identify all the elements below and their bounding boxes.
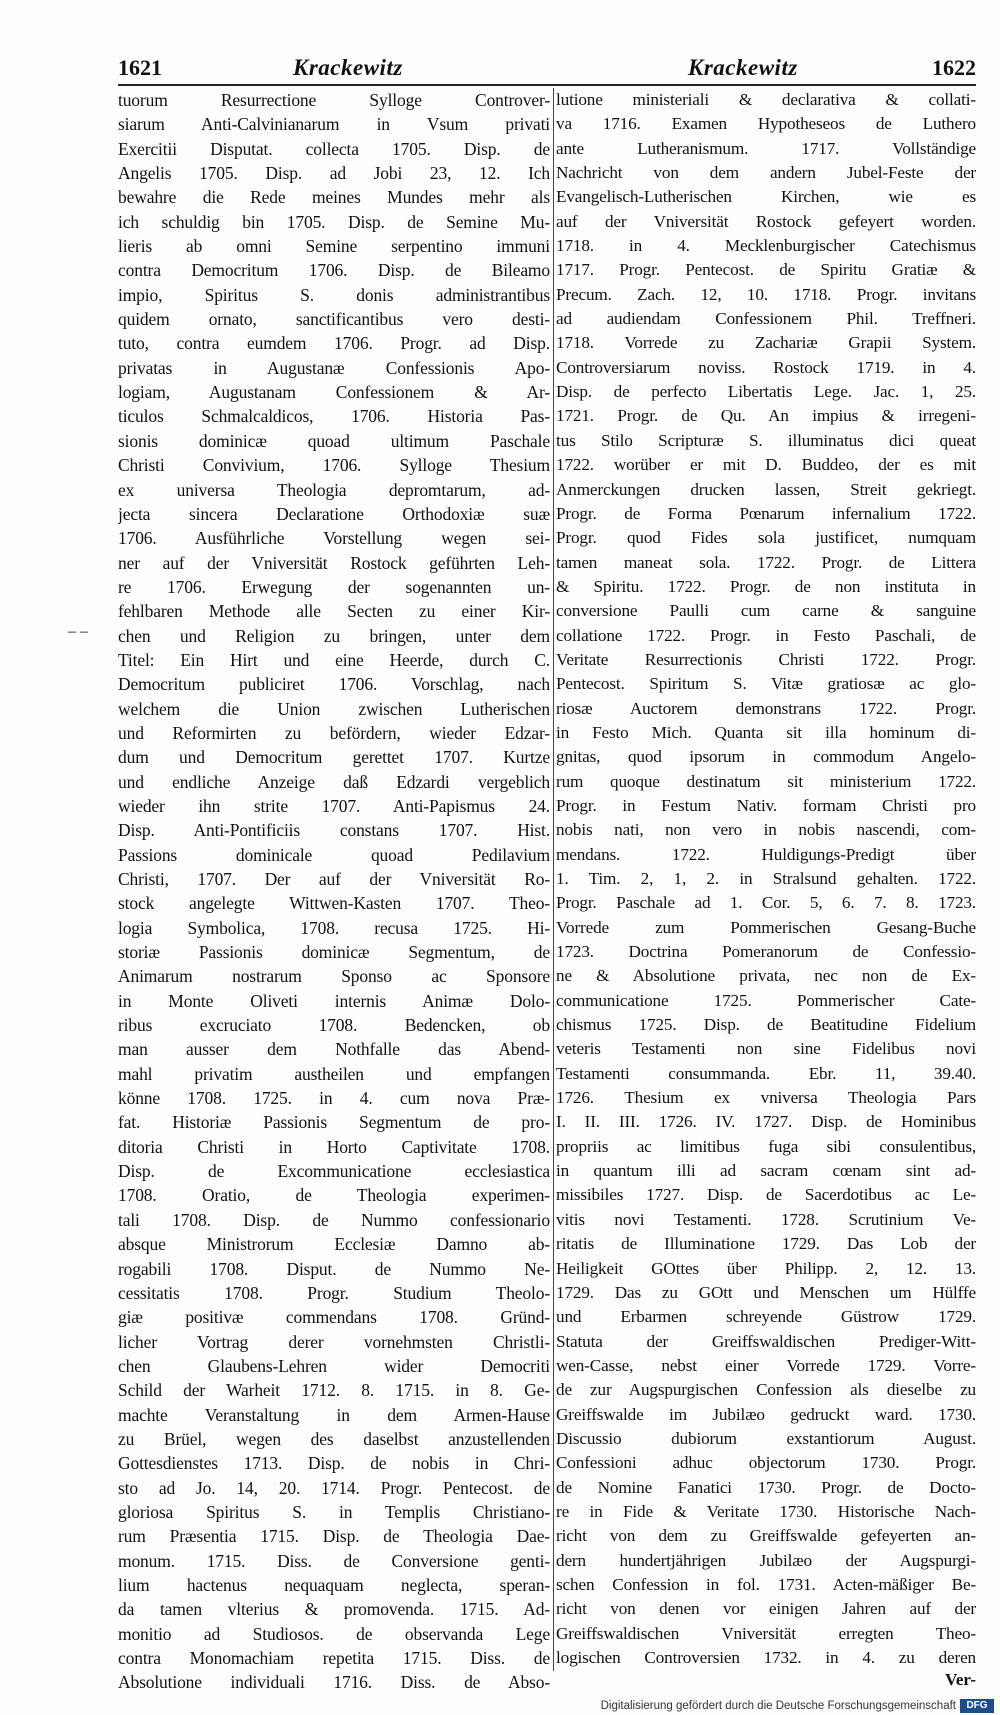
text-line: ticulos Schmalcaldicos, 1706. Historia Pas- (118, 406, 550, 427)
text-line: Disp. Anti-Pontificiis constans 1707. Hist. (118, 820, 550, 841)
text-line: Disp. de perfecto Libertatis Lege. Jac. 1, 25. (556, 382, 976, 402)
text-line: contra Monomachiam repetita 1715. Diss. de (118, 1648, 550, 1668)
text-line: collatione 1722. Progr. in Festo Paschali, de (556, 625, 976, 645)
footer-credit: Digitalisierung gefördert durch die Deutsche Forschungsgemeinschaft (600, 1700, 956, 1712)
text-line: in Festo Mich. Quanta sit illa hominum di- (556, 722, 976, 742)
running-header (118, 54, 976, 82)
text-line: conversione Paulli cum carne & sanguine (556, 601, 976, 621)
text-line: contra Democritum 1706. Disp. de Bileamo (118, 260, 550, 281)
text-line: Passions dominicale quoad Pedilavium (118, 844, 550, 865)
text-line: gloriosa Spiritus S. in Templis Christiano- (118, 1501, 550, 1522)
text-line: veteris Testamenti non sine Fidelibus novi (556, 1039, 976, 1059)
text-line: zu Brüel, wegen des daselbst anzustellenden (118, 1428, 550, 1449)
text-line: Testamenti consummanda. Ebr. 11, 39.40. (556, 1063, 976, 1083)
text-line: und Erbarmen schreyende Güstrow 1729. (556, 1307, 976, 1327)
text-line: Progr. Paschale ad 1. Cor. 5, 6. 7. 8. 1723. (556, 893, 976, 913)
text-line: Absolutione individuali 1716. Diss. de Abso- (118, 1672, 550, 1693)
text-line: Disp. de Excommunicatione ecclesiastica (118, 1161, 550, 1182)
text-line: & Spiritu. 1722. Progr. de non instituta in (556, 576, 976, 596)
text-line: rum quoque destinatum sit ministerium 1722. (556, 771, 976, 791)
text-line: logia Symbolica, 1708. recusa 1725. Hi- (118, 917, 550, 938)
text-line: machte Veranstaltung in dem Armen-Hause (118, 1404, 550, 1425)
text-line: 1723. Doctrina Pomeranorum de Confessio- (556, 942, 976, 962)
text-line: sionis dominicæ quoad ultimum Paschale (118, 430, 550, 451)
text-line: 1722. worüber er mit D. Buddeo, der es mit (556, 455, 976, 475)
left-column-number: 1621 (118, 55, 162, 80)
text-line: rum Præsentia 1715. Disp. de Theologia Dae- (118, 1526, 550, 1547)
text-line: Evangelisch-Lutherischen Kirchen, wie es (556, 187, 976, 207)
text-line: va 1716. Examen Hypotheseos de Luthero (556, 114, 976, 134)
text-line: ich schuldig bin 1705. Disp. de Semine Mu- (118, 211, 550, 232)
text-line: Anmerckungen drucken lassen, Streit gekriegt. (556, 479, 976, 499)
text-line: und endliche Anzeige daß Edzardi vergeblich (118, 771, 550, 792)
text-line: rogabili 1708. Disput. de Nummo Ne- (118, 1258, 550, 1279)
text-line: riosæ Auctorem demonstrans 1722. Progr. (556, 698, 976, 718)
text-line: monum. 1715. Diss. de Conversione genti- (118, 1550, 550, 1571)
text-line: Gottesdienstes 1713. Disp. de nobis in Chri- (118, 1453, 550, 1474)
text-line: ex universa Theologia depromtarum, ad- (118, 479, 550, 500)
text-line: Angelis 1705. Disp. ad Jobi 23, 12. Ich (118, 163, 550, 184)
left-running-title: Krackewitz (293, 55, 403, 80)
text-line: logischen Controversien 1732. in 4. zu deren (556, 1648, 976, 1667)
text-line: und Reformirten zu befördern, wieder Edzar- (118, 722, 550, 743)
text-line: wieder ihn strite 1707. Anti-Papismus 24. (118, 795, 550, 816)
text-line: cessitatis 1708. Progr. Studium Theolo- (118, 1282, 550, 1303)
text-line: mahl privatim austheilen und empfangen (118, 1063, 550, 1084)
text-line: Christi Convivium, 1706. Sylloge Thesium (118, 455, 550, 476)
text-line: Progr. in Festum Nativ. formam Christi pro (556, 795, 976, 815)
text-line: in Monte Oliveti internis Animæ Dolo- (118, 990, 550, 1011)
text-line: Titel: Ein Hirt und eine Heerde, durch C. (118, 649, 550, 670)
text-line: 1717. Progr. Pentecost. de Spiritu Gratiæ & (556, 260, 976, 280)
dfg-logo: DFG (960, 1699, 994, 1713)
text-line: communicatione 1725. Pommerischer Cate- (556, 990, 976, 1010)
column-divider (553, 88, 554, 1671)
text-line: wen-Casse, nebst einer Vorrede 1729. Vorre- (556, 1355, 976, 1375)
text-line: in quantum illi ad sacram cœnam sint ad- (556, 1161, 976, 1181)
text-line: dum und Democritum gerettet 1707. Kurtze (118, 747, 550, 768)
text-line: ribus excruciato 1708. Bedencken, ob (118, 1015, 550, 1036)
text-line: ante Lutheranismum. 1717. Vollständige (556, 138, 976, 158)
text-line: Greiffswaldischen Vniversität erregten Theo- (556, 1623, 976, 1643)
text-line: schen Confession in fol. 1731. Acten-mäßiger Be- (556, 1574, 976, 1594)
text-line: lieris ab omni Semine serpentino immuni (118, 236, 550, 257)
text-line: propriis ac limitibus fuga sibi consulentibus, (556, 1136, 976, 1156)
text-line: tali 1708. Disp. de Nummo confessionario (118, 1209, 550, 1230)
text-line: absque Ministrorum Ecclesiæ Damno ab- (118, 1234, 550, 1255)
text-line: richt von dem zu Greiffswalde gefeyerten an- (556, 1526, 976, 1546)
right-running-title: Krackewitz (688, 55, 798, 80)
text-line: bewahre die Rede meines Mundes mehr als (118, 187, 550, 208)
text-line: Greiffswalde im Jubilæo gedruckt ward. 1730. (556, 1404, 976, 1424)
text-line: Discussio dubiorum exstantiorum August. (556, 1428, 976, 1448)
text-line: Exercitii Disputat. collecta 1705. Disp. de (118, 138, 550, 159)
text-line: dern hundertjährigen Jubilæo der Augspurgi- (556, 1550, 976, 1570)
text-line: privatas in Augustanæ Confessionis Apo- (118, 357, 550, 378)
text-line: ad audiendam Confessionem Phil. Treffneri. (556, 309, 976, 329)
text-line: fehlbaren Methode alle Secten zu einer Kir- (118, 601, 550, 622)
text-line: Pentecost. Spiritum S. Vitæ gratiosæ ac glo- (556, 674, 976, 694)
text-line: chen und Religion zu bringen, unter dem (118, 625, 550, 646)
text-line: Christi, 1707. Der auf der Vniversität Ro- (118, 869, 550, 889)
text-line: siarum Anti-Calvinianarum in Vsum privati (118, 114, 550, 135)
text-line: monitio ad Studiosos. de observanda Lege (118, 1623, 550, 1644)
text-line: de zur Augspurgischen Confession als dieselbe zu (556, 1380, 976, 1400)
text-line: man ausser dem Nothfalle das Abend- (118, 1039, 550, 1060)
text-line: Statuta der Greiffswaldischen Prediger-Witt- (556, 1331, 976, 1351)
text-line: ne & Absolutione privata, nec non de Ex- (556, 966, 976, 986)
text-line: nobis nati, non vero in nobis nascendi, com- (556, 820, 976, 840)
text-line: tuorum Resurrectione Sylloge Controver- (118, 90, 550, 110)
text-line: Animarum nostrarum Sponso ac Sponsore (118, 966, 550, 987)
text-line: tus Stilo Scripturæ S. illuminatus dici queat (556, 430, 976, 450)
text-line: Progr. de Forma Pœnarum infernalium 1722. (556, 503, 976, 523)
text-line: sto ad Jo. 14, 20. 1714. Progr. Pentecost. de (118, 1477, 550, 1498)
text-line: Controversiarum noviss. Rostock 1719. in 4. (556, 357, 976, 377)
text-line: 1708. Oratio, de Theologia experimen- (118, 1185, 550, 1206)
text-line: da tamen vlterius & promovenda. 1715. Ad- (118, 1599, 550, 1620)
text-line: storiæ Passionis dominicæ Segmentum, de (118, 942, 550, 963)
text-line: Veritate Resurrectionis Christi 1722. Progr. (556, 649, 976, 669)
right-column-number: 1622 (932, 55, 976, 80)
text-line: logiam, Augustanam Confessionem & Ar- (118, 382, 550, 403)
text-line: richt von denen vor einigen Jahren auf der (556, 1599, 976, 1619)
text-line: stock angelegte Wittwen-Kasten 1707. Theo- (118, 893, 550, 914)
text-line: giæ positivæ commendans 1708. Gründ- (118, 1307, 550, 1328)
text-line: gnitas, quod ipsorum in commodum Angelo- (556, 747, 976, 767)
text-line: chismus 1725. Disp. de Beatitudine Fidelium (556, 1015, 976, 1035)
text-line: lium hactenus nequaquam neglecta, speran- (118, 1574, 550, 1595)
text-line: 1706. Ausführliche Vorstellung wegen sei- (118, 528, 550, 549)
text-line: auf der Vniversität Rostock gefeyert worden. (556, 211, 976, 231)
text-line: chen Glaubens-Lehren wider Democriti (118, 1355, 550, 1376)
text-line: Precum. Zach. 12, 10. 1718. Progr. invitans (556, 284, 976, 304)
text-line: Nachricht von dem andern Jubel-Feste der (556, 163, 976, 183)
text-line: tuto, contra eumdem 1706. Progr. ad Disp. (118, 333, 550, 354)
margin-mark: – – (68, 623, 88, 640)
text-line: re in Fide & Veritate 1730. Historische Nach- (556, 1501, 976, 1521)
text-line: Democritum publiciret 1706. Vorschlag, nach (118, 674, 550, 695)
text-line: 1718. Vorrede zu Zachariæ Grapii System. (556, 333, 976, 353)
text-line: vitis novi Testamenti. 1728. Scrutinium Ve- (556, 1209, 976, 1229)
text-line: missibiles 1727. Disp. de Sacerdotibus ac Le- (556, 1185, 976, 1205)
left-text-column (118, 88, 550, 1695)
text-line: de Nomine Fanatici 1730. Progr. de Docto- (556, 1477, 976, 1497)
text-line: lutione ministeriali & declarativa & collati- (556, 90, 976, 109)
text-line: impio, Spiritus S. donis administrantibus (118, 284, 550, 305)
text-line: Confessioni adhuc objectorum 1730. Progr. (556, 1453, 976, 1473)
text-line: 1. Tim. 2, 1, 2. in Stralsund gehalten. 1722. (556, 869, 976, 888)
text-line: ritatis de Illuminatione 1729. Das Lob der (556, 1234, 976, 1254)
text-line: ditoria Christi in Horto Captivitate 1708. (118, 1136, 550, 1157)
digitization-footer (0, 1697, 1000, 1715)
right-text-column (556, 88, 976, 1670)
text-line: ner auf der Vniversität Rostock geführten Leh- (118, 552, 550, 573)
text-line: 1721. Progr. de Qu. An impius & irregeni- (556, 406, 976, 426)
text-line: mendans. 1722. Huldigungs-Predigt über (556, 844, 976, 864)
text-line: fat. Historiæ Passionis Segmentum de pro- (118, 1112, 550, 1133)
text-line: 1726. Thesium ex vniversa Theologia Pars (556, 1088, 976, 1108)
text-line: Progr. quod Fides sola justificet, numquam (556, 528, 976, 548)
text-line: licher Vortrag derer vornehmsten Christli- (118, 1331, 550, 1352)
text-line: Heiligkeit GOttes über Philipp. 2, 12. 13. (556, 1258, 976, 1278)
text-line: könne 1708. 1725. in 4. cum nova Præ- (118, 1088, 550, 1109)
text-line: 1718. in 4. Mecklenburgischer Catechismus (556, 236, 976, 256)
text-line: Vorrede zum Pommerischen Gesang-Buche (556, 917, 976, 937)
text-line: welchem die Union zwischen Lutherischen (118, 698, 550, 719)
header-rule (118, 84, 976, 86)
text-line: tamen maneat sola. 1722. Progr. de Littera (556, 552, 976, 572)
text-line: Schild der Warheit 1712. 8. 1715. in 8. Ge- (118, 1380, 550, 1401)
catchword: Ver- (945, 1670, 976, 1689)
text-line: 1729. Das zu GOtt und Menschen um Hülffe (556, 1282, 976, 1302)
text-line: jecta sincera Declaratione Orthodoxiæ suæ (118, 503, 550, 524)
text-line: re 1706. Erwegung der sogenannten un- (118, 576, 550, 597)
text-line: quidem ornato, sanctificantibus vero desti- (118, 309, 550, 330)
text-line: I. II. III. 1726. IV. 1727. Disp. de Hominibus (556, 1112, 976, 1132)
